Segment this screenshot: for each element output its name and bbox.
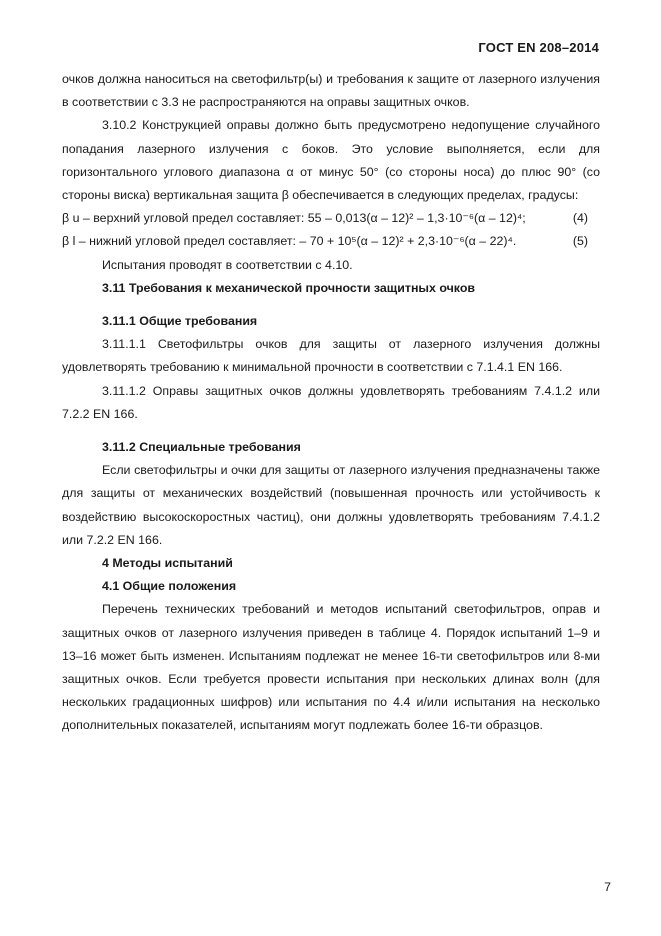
formula-5 bbox=[62, 230, 600, 253]
heading-4-1: 4.1 Общие положения bbox=[102, 579, 237, 594]
heading-3-11-1: 3.11.1 Общие требования bbox=[102, 314, 258, 329]
paragraph-test-reference: Испытания проводят в соответствии с 4.10. bbox=[102, 257, 353, 272]
paragraph-3-10-2: 3.10.2 Конструкцией оправы должно быть предусмотрено недопущение случайного попадания лазерного излучения с боков. Это условие выполняется, если для горизонтального углового диапазона α от минус 50° (со стороны носа) до плюс 90° (со стороны виска) вертикальная защита β обеспечивается в следующих пределах, градусы: bbox=[62, 118, 600, 203]
paragraph-continuation: очков должна наноситься на светофильтр(ы) и требования к защите от лазерного излучения в соответствии с 3.3 не распространяются на оправы защитных очков. bbox=[62, 72, 600, 110]
paragraph-3-11-1-2: 3.11.1.2 Оправы защитных очков должны удовлетворять требованиям 7.4.1.2 или 7.2.2 EN 166. bbox=[62, 383, 600, 421]
paragraph-3-11-1-1: 3.11.1.1 Светофильтры очков для защиты от лазерного излучения должны удовлетворять требованию к минимальной прочности в соответствии с 7.1.4.1 EN 166. bbox=[62, 337, 600, 375]
formula-4 bbox=[62, 207, 600, 230]
paragraph-4-1: Перечень технических требований и методов испытаний светофильтров, оправ и защитных очков от лазерного излучения приведен в таблице 4. Порядок испытаний 1–9 и 13–16 может быть изменен. Испытаниям подлежат не менее 16-ти светофильтров или 8-ми защитных очков. Если требуется провести испытания при нескольких длинах волн (для нескольких градационных шифров) или испытания по 4.4 и/или испытания на несколько дополнительных показателей, испытаниям могут подлежать более 16-ти образцов. bbox=[62, 602, 600, 733]
standard-header: ГОСТ EN 208–2014 bbox=[478, 40, 599, 55]
formula-5-number: (5) bbox=[572, 234, 588, 249]
heading-3-11: 3.11 Требования к механической прочности защитных очков bbox=[102, 280, 476, 295]
paragraph-3-11-2: Если светофильтры и очки для защиты от лазерного излучения предназначены также для защиты от механических воздействий (повышенная прочность или устойчивость к воздействию высокоскоростных частиц), они должны удовлетворять требованиям 7.4.1.2 или 7.2.2 EN 166. bbox=[62, 463, 600, 547]
formula-4-text: β u – верхний угловой предел составляет: 55 – 0,013(α – 12)² – 1,3·10⁻⁶(α – 12)⁴; bbox=[62, 211, 526, 226]
formula-4-number: (4) bbox=[572, 211, 588, 226]
heading-4: 4 Методы испытаний bbox=[102, 556, 233, 571]
formula-5-text: β l – нижний угловой предел составляет: – 70 + 10⁵(α – 12)² + 2,3·10⁻⁶(α – 22)⁴. bbox=[62, 234, 517, 249]
heading-3-11-2: 3.11.2 Специальные требования bbox=[102, 440, 301, 455]
page-number: 7 bbox=[604, 880, 611, 894]
page-content bbox=[62, 68, 600, 738]
